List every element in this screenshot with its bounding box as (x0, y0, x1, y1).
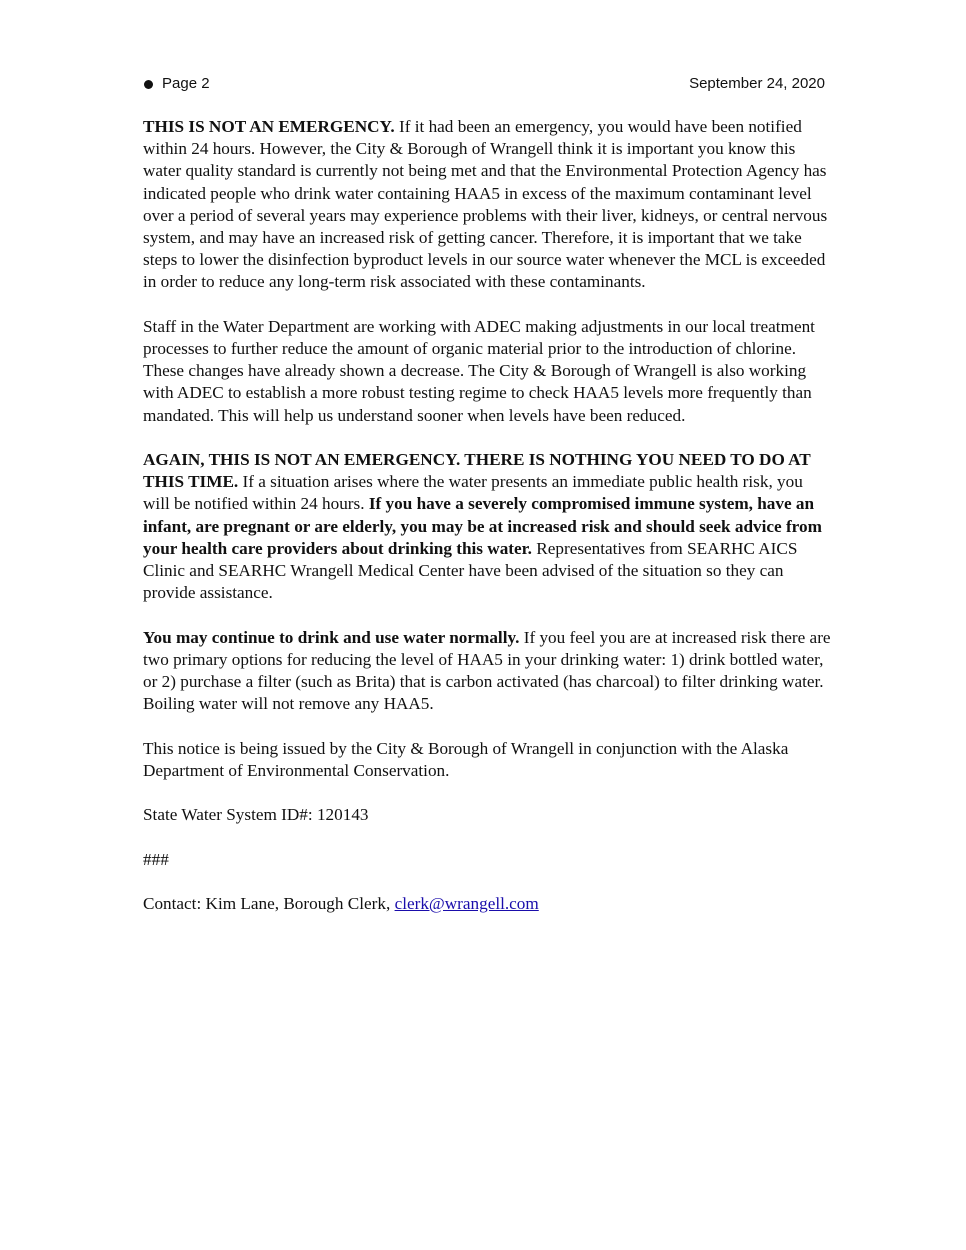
paragraph-text: If a situation arises where the water presents an immediate public health risk, you will be notified within 24 hours. (143, 472, 803, 514)
bold-advisory: If you have a severely compromised immune system, have an infant, are pregnant or are elderly, you may be at increased risk and should seek advice from your health care providers about drinking this water. (143, 494, 822, 558)
paragraph-text: Staff in the Water Department are working with ADEC making adjustments in our local treatment processes to further reduce the amount of organic material prior to the introduction of chlorine. These changes have already shown a decrease. The City & Borough of Wrangell is also working with ADEC to establish a more robust testing regime to check HAA5 levels more frequently than mandated. This will help us understand sooner when levels have been reduced. (143, 316, 815, 425)
paragraph-text: Representatives from SEARHC AICS Clinic and SEARHC Wrangell Medical Center have been advised of the situation so they can provide assistance. (143, 538, 798, 603)
contact-line (143, 893, 833, 915)
document-date: September 24, 2020 (689, 75, 825, 92)
paragraph-not-emergency (143, 116, 833, 294)
bold-lead: You may continue to drink and use water normally. (143, 627, 520, 647)
bold-lead: THIS IS NOT AN EMERGENCY. (143, 117, 395, 136)
paragraph-text: If you feel you are at increased risk there are two primary options for reducing the level of HAA5 in your drinking water: 1) drink bottled water, or 2) purchase a filter (such as Brita) that is carbon activated (has charcoal) to filter drinking water. Boiling water will not remove any HAA5. (143, 627, 831, 714)
paragraph-text: If it had been an emergency, you would have been notified within 24 hours. However, the City & Borough of Wrangell think it is important you know this water quality standard is currently not being met and that the Environmental Protection Agency has indicated people who drink water containing HAA5 in excess of the maximum contaminant level over a period of several years may experience problems with their liver, kidneys, or central nervous system, and may have an increased risk of getting cancer. Therefore, it is important that we take steps to lower the disinfection byproduct levels in our source water whenever the MCL is exceeded in order to reduce any long-term risk associated with these contaminants. (143, 117, 828, 292)
paragraph-again-not-emergency (143, 449, 833, 604)
page-number: Page 2 (162, 75, 210, 92)
paragraph-continue-drinking (143, 627, 833, 716)
bold-lead: AGAIN, THIS IS NOT AN EMERGENCY. THERE IS NOTHING YOU NEED TO DO AT THIS TIME. (143, 450, 811, 492)
system-id: State Water System ID#: 120143 (143, 805, 369, 825)
paragraph-notice-issuer (143, 738, 833, 782)
contact-email-link[interactable]: clerk@wrangell.com (394, 894, 539, 913)
bullet-icon (144, 80, 153, 89)
separator: ### (143, 849, 169, 869)
page-header (144, 75, 825, 97)
paragraph-text: This notice is being issued by the City & Borough of Wrangell in conjunction with the Alaska Department of Environmental Conservation. (143, 738, 789, 780)
document-body (143, 116, 833, 937)
paragraph-water-department (143, 316, 833, 427)
contact-prefix: Contact: Kim Lane, Borough Clerk, (143, 894, 395, 913)
